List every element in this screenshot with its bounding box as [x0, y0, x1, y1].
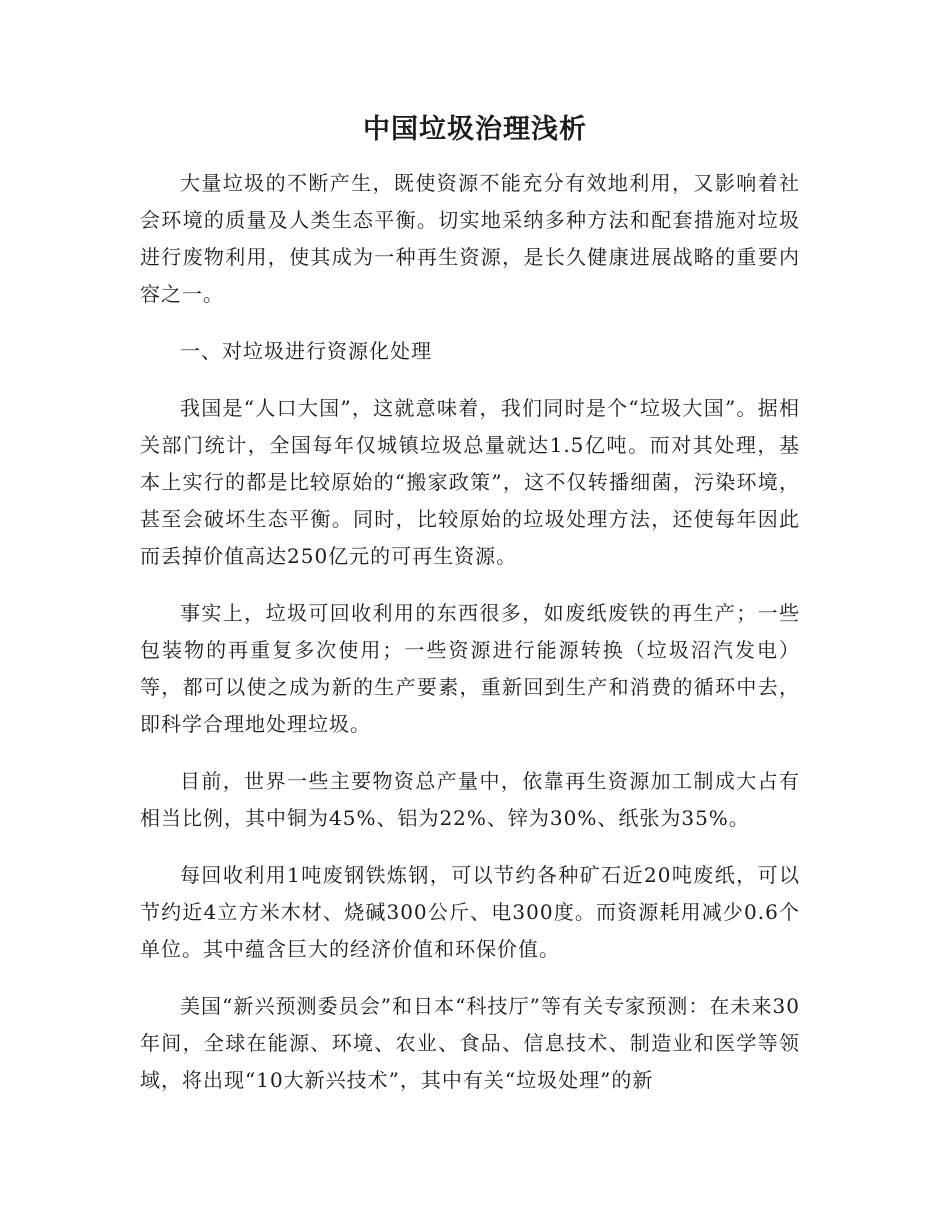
paragraph-forecast: 美国“新兴预测委员会”和日本“科技厅”等有关专家预测：在未来30年间，全球在能源、环境、农业、食品、信息技术、制造业和医学等领域，将出现“10大新兴技术”，其中有关“垃圾处理”的新 — [140, 994, 800, 1092]
paragraph-population: 我国是“人口大国”，这就意味着，我们同时是个“垃圾大国”。据相关部门统计，全国每年仅城镇垃圾总量就达1.5亿吨。而对其处理，基本上实行的都是比较原始的“搬家政策”，这不仅转播细菌，污染环境，甚至会破坏生态平衡。同时，比较原始的垃圾处理方法，还使每年因此而丢掉价值高达250亿元的可再生资源。 — [140, 396, 800, 568]
paragraph-intro: 大量垃圾的不断产生，既使资源不能充分有效地利用，又影响着社会环境的质量及人类生态平衡。切实地采纳多种方法和配套措施对垃圾进行废物利用，使其成为一种再生资源，是长久健康进展战略的重要内容之一。 — [140, 171, 800, 306]
paragraph-statistics: 目前，世界一些主要物资总产量中，依靠再生资源加工制成大占有相当比例，其中铜为45%、铝为22%、锌为30%、纸张为35%。 — [140, 769, 800, 830]
paragraph-recycling: 事实上，垃圾可回收利用的东西很多，如废纸废铁的再生产；一些包装物的再重复多次使用；一些资源进行能源转换（垃圾沼汽发电）等，都可以使之成为新的生产要素，重新回到生产和消费的循环中去，即科学合理地处理垃圾。 — [140, 601, 800, 736]
page-title: 中国垃圾治理浅析 — [363, 114, 587, 145]
section-heading: 一、对垃圾进行资源化处理 — [180, 339, 432, 363]
paragraph-savings: 每回收利用1吨废钢铁炼钢，可以节约各种矿石近20吨废纸，可以节约近4立方米木材、烧碱300公斤、电300度。而资源耗用减少0.6个单位。其中蕴含巨大的经济价值和环保价值。 — [140, 863, 800, 961]
document-body — [140, 165, 800, 1119]
